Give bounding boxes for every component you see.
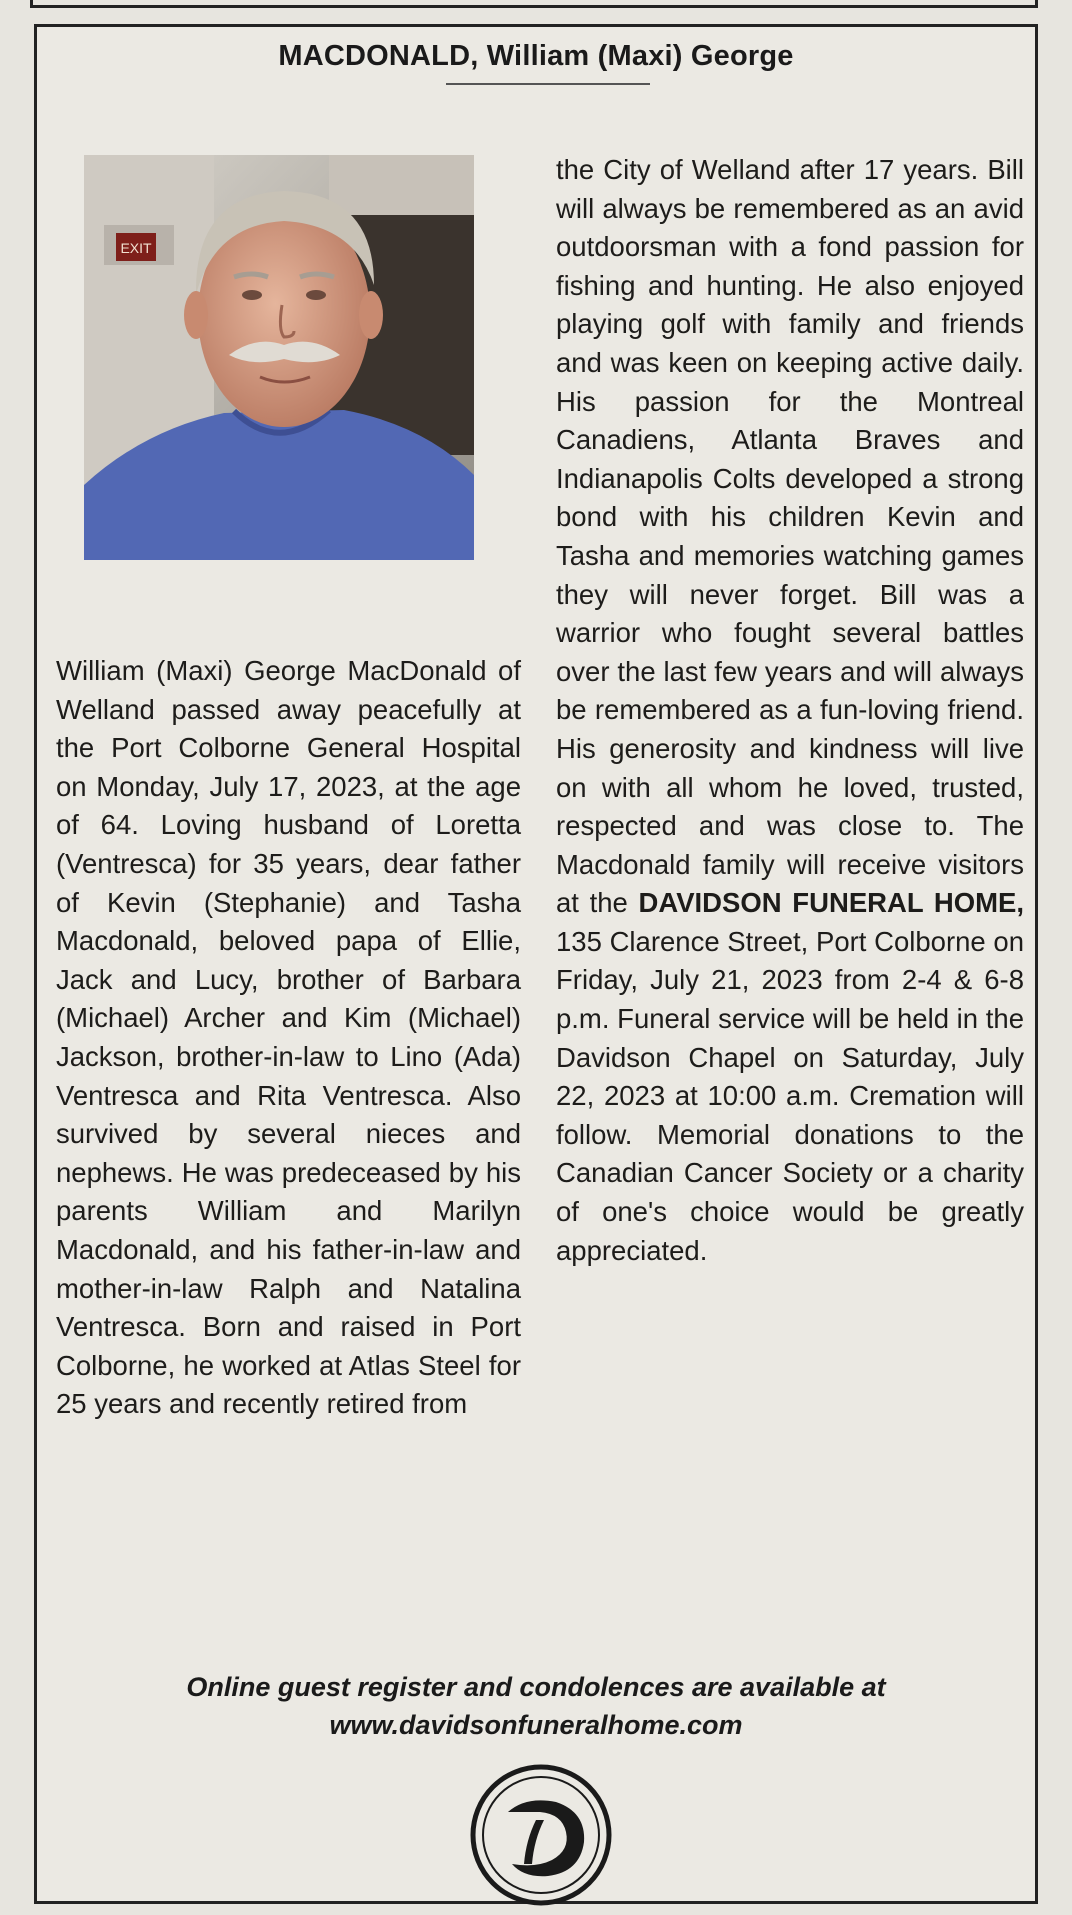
condolences-footer <box>0 1668 1072 1744</box>
svg-text:EXIT: EXIT <box>120 240 152 256</box>
obituary-title: MACDONALD, William (Maxi) George <box>278 40 794 72</box>
obituary-column-left <box>56 652 521 1424</box>
top-border-rule <box>30 0 1038 8</box>
portrait-photo <box>84 155 474 560</box>
obituary-text-right <box>556 151 1024 1270</box>
davidson-d-logo-icon <box>466 1760 616 1910</box>
funeral-home-name: DAVIDSON FUNERAL HOME, <box>638 887 1024 919</box>
portrait-photo-icon <box>84 155 474 560</box>
obituary-text-left: William (Maxi) George MacDonald of Welland passed away peacefully at the Port Colborne General Hospital on Monday, July 17, 2023, at the age of 64. Loving husband of Loretta (Ventresca) for 35 years, dear father of Kevin (Stephanie) and Tasha Macdonald, beloved papa of Ellie, Jack and Lucy, brother of Barbara (Michael) Archer and Kim (Michael) Jackson, brother-in-law to Lino (Ada) Ventresca and Rita Ventresca. Also survived by several nieces and nephews. He was predeceased by his parents William and Marilyn Macdonald, and his father-in-law and mother-in-law Ralph and Natalina Ventresca. Born and raised in Port Colborne, he worked at Atlas Steel for 25 years and recently retired from <box>56 655 521 1420</box>
obituary-text-right-b: 135 Clarence Street, Port Colborne on Friday, July 21, 2023 from 2-4 & 6-8 p.m. Funeral service will be held in the Davidson Chapel on Saturday, July 22, 2023 at 10:00 a.m. Cremation will follow. Memorial donations to the Canadian Cancer Society or a charity of one's choice would be greatly appreciated. <box>556 925 1024 1266</box>
title-underline <box>446 83 650 85</box>
footer-line1: Online guest register and condolences are available at <box>186 1672 886 1702</box>
website-link[interactable]: www.davidsonfuneralhome.com <box>329 1710 743 1740</box>
obituary-text-right-a: the City of Welland after 17 years. Bill will always be remembered as an avid outdoorsman with a fond passion for fishing and hunting. He also enjoyed playing golf with family and friends and was keen on keeping active daily. His passion for the Montreal Canadiens, Atlanta Braves and Indianapolis Colts developed a strong bond with his children Kevin and Tasha and memories watching games they will never forget. Bill was a warrior who fought several battles over the last few years and will always be remembered as a fun-loving friend. His generosity and kindness will live on with all whom he loved, trusted, respected and was close to. The Macdonald family will receive visitors at the <box>556 154 1024 919</box>
obituary-column-right <box>556 151 1024 1270</box>
